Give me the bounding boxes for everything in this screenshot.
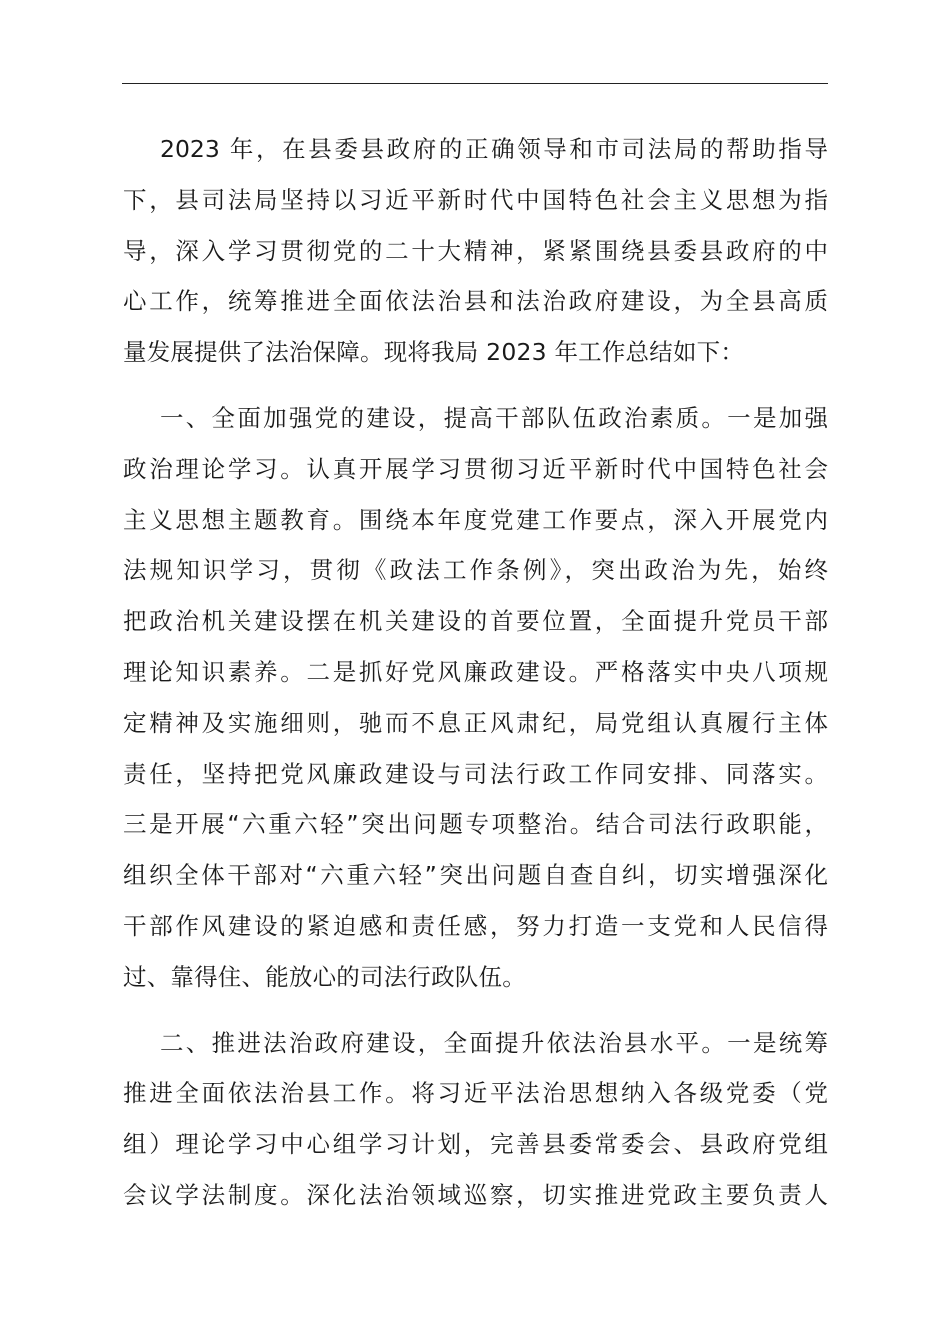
text-line: 把政治机关建设摆在机关建设的首要位置，全面提升党员干部	[123, 607, 828, 636]
text-line: 会议学法制度。深化法治领域巡察，切实推进党政主要负责人	[123, 1180, 828, 1209]
text-line: 量发展提供了法治保障。现将我局 2023 年工作总结如下：	[123, 338, 745, 367]
text-line: 组织全体干部对“六重六轻”突出问题自查自纠，切实增强深化	[123, 861, 828, 890]
text-line: 法规知识学习，贯彻《政法工作条例》，突出政治为先，始终	[123, 556, 828, 585]
text-line: 理论知识素养。二是抓好党风廉政建设。严格落实中央八项规	[123, 657, 828, 686]
text-line: 政治理论学习。认真开展学习贯彻习近平新时代中国特色社会	[123, 454, 828, 483]
paragraph-section-1	[123, 393, 828, 1003]
text-line: 推进全面依法治县工作。将习近平法治思想纳入各级党委（党	[123, 1079, 828, 1108]
text-line: 2023 年，在县委县政府的正确领导和市司法局的帮助指导	[160, 135, 828, 163]
header-rule	[122, 83, 828, 84]
text-line: 二、推进法治政府建设，全面提升依法治县水平。一是统筹	[160, 1028, 828, 1057]
text-line: 过、靠得住、能放心的司法行政队伍。	[123, 962, 526, 991]
text-line: 干部作风建设的紧迫感和责任感，努力打造一支党和人民信得	[123, 911, 828, 940]
paragraph-intro	[123, 124, 828, 378]
text-line: 下，县司法局坚持以习近平新时代中国特色社会主义思想为指	[123, 185, 828, 214]
paragraph-section-2	[123, 1018, 828, 1221]
text-line: 三是开展“六重六轻”突出问题专项整治。结合司法行政职能，	[123, 810, 828, 839]
text-line: 一、全面加强党的建设，提高干部队伍政治素质。一是加强	[160, 403, 828, 432]
text-line: 心工作，统筹推进全面依法治县和法治政府建设，为全县高质	[123, 287, 828, 316]
document-body	[123, 124, 828, 1236]
text-line: 责任，坚持把党风廉政建设与司法行政工作同安排、同落实。	[123, 759, 828, 788]
text-line: 主义思想主题教育。围绕本年度党建工作要点，深入开展党内	[123, 505, 828, 534]
text-line: 组）理论学习中心组学习计划，完善县委常委会、县政府党组	[123, 1130, 828, 1159]
text-line: 导，深入学习贯彻党的二十大精神，紧紧围绕县委县政府的中	[123, 236, 828, 265]
text-line: 定精神及实施细则，驰而不息正风肃纪，局党组认真履行主体	[123, 708, 828, 737]
